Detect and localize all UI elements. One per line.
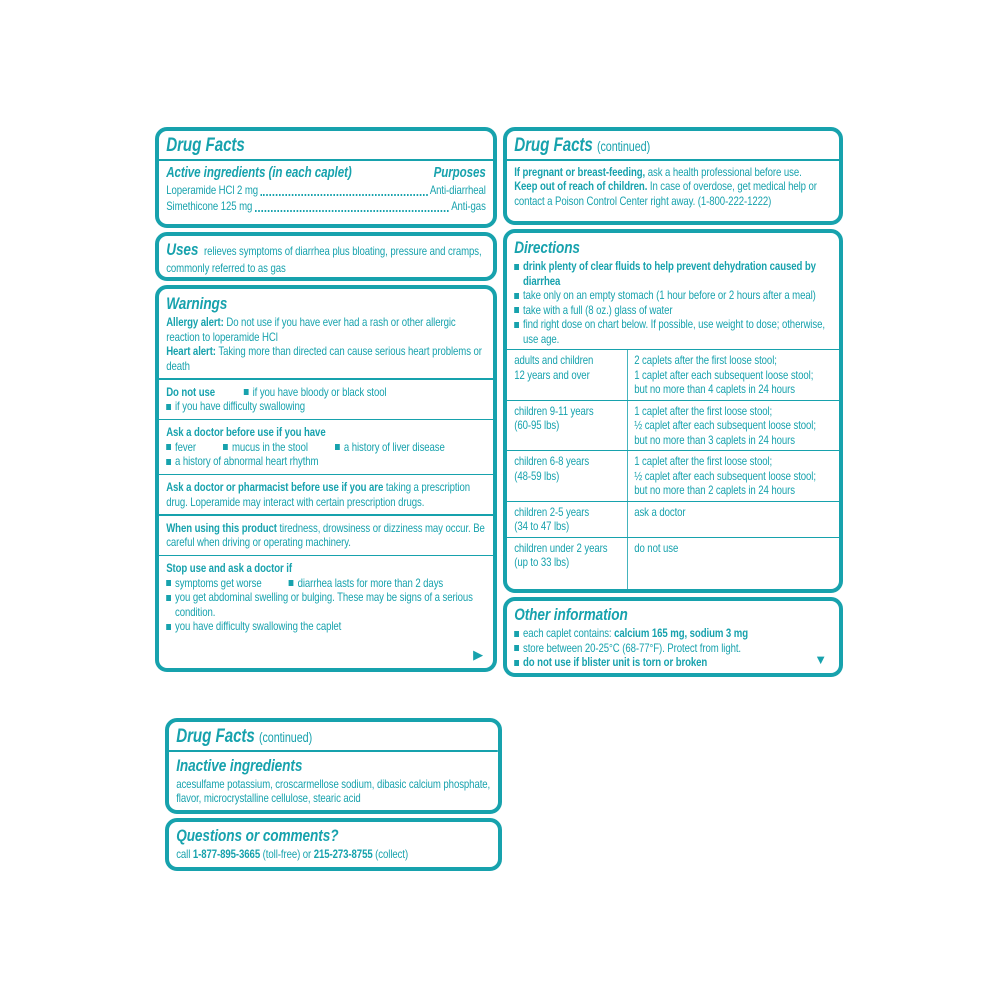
bullet-item [514,317,832,346]
ingredient-purpose: Anti-diarrheal [429,183,486,198]
bullet-text [523,626,832,641]
bullet-text: mucus in the stool [231,439,308,454]
ask-doctor-lead [166,425,486,440]
dose-cell [627,401,839,451]
uses-heading: Uses [166,240,199,259]
square-bullet-icon [166,459,171,465]
bullet-text: take with a full (8 oz.) glass of water [523,302,673,317]
square-bullet-icon [166,624,171,630]
stop-use-lead [166,561,486,576]
bullet-text: a history of abnormal heart rhythm [175,454,319,469]
bullet-item [166,619,486,634]
bullet-text: find right dose on chart below. If possible, use weight to dose; otherwise, use age. [523,317,825,346]
dose-line: but no more than 2 caplets in 24 hours [634,483,795,498]
ask-pharmacist-text: taking a prescription drug. Loperamide may interact with certain prescription drugs. [166,480,471,509]
heart-alert-text: Taking more than directed can cause serious heart problems or death [166,344,482,373]
table-row [507,537,839,589]
contains-text: each caplet contains: [523,626,612,641]
square-bullet-icon [223,444,228,450]
inactive-ingredients-content [169,722,498,810]
bullet-text: if you have difficulty swallowing [175,399,306,414]
uses-content [159,236,493,277]
bullet-text: you have difficulty swallowing the caplet [175,619,342,634]
bullet-text: diarrhea lasts for more than 2 days [297,575,444,590]
bullet-item [166,440,196,455]
other-information-heading: Other information [514,605,628,624]
pregnant-lead: If pregnant or breast-feeding, [514,164,646,179]
heart-alert-lead: Heart alert: [166,344,216,359]
questions-content [169,822,498,867]
bullet-item [166,576,261,591]
table-row [507,350,839,400]
square-bullet-icon [514,264,519,270]
age-line: adults and children [514,353,594,368]
ingredient-purpose: Anti-gas [451,199,486,214]
heart-alert [166,344,486,373]
section-divider [159,555,493,557]
bullet-text: if you have bloody or black stool [252,384,387,399]
purposes-heading: Purposes [433,164,486,181]
age-line: (60-95 lbs) [514,418,560,433]
keep-out-lead: Keep out of reach of children. [514,179,648,194]
uses-paragraph [166,240,486,275]
dose-line: but no more than 3 caplets in 24 hours [634,432,795,447]
continued-suffix: (continued) [258,730,313,745]
warnings-panel [155,285,497,672]
continue-down-arrow-icon: ▼ [814,652,827,667]
active-ingredients-panel [155,127,497,228]
tollfree-phone-number: 1-877-895-3665 [192,847,261,862]
age-line: children under 2 years [514,540,608,555]
when-using [166,521,486,550]
drug-facts-continued-title [514,136,832,156]
bullet-item [166,454,486,469]
when-using-text: tiredness, drowsiness or dizziness may occur. Be careful when driving or operating machinery. [166,520,485,550]
bullet-item [244,385,387,400]
square-bullet-icon [166,580,171,586]
dose-line: ask a doctor [634,504,686,519]
square-bullet-icon [289,580,294,586]
dose-line: but no more than 4 caplets in 24 hours [634,382,795,397]
bullet-text: fever [175,439,196,454]
square-bullet-icon [166,595,171,601]
drug-facts-title-text: Drug Facts [176,726,255,747]
bullet-text: symptoms get worse [175,575,262,590]
square-bullet-icon [244,389,249,395]
dosing-table [507,349,839,589]
bullet-item [166,399,486,414]
bullet-item [514,259,832,288]
section-divider [159,378,493,380]
square-bullet-icon [514,293,519,299]
questions-panel [165,818,502,871]
active-ingredients-heading: Active ingredients (in each caplet) [166,164,352,181]
bullet-item [514,641,832,656]
keep-out-text: In case of overdose, get medical help or contact a Poison Control Center right away. (1-800-222-1222) [514,179,817,208]
collect-label: (collect) [375,847,409,862]
title-divider [169,750,498,752]
warnings-content [159,289,493,668]
tollfree-label: (toll-free) or [262,847,312,862]
do-not-use-lead: Do not use [166,384,215,399]
dose-line: 1 caplet after the first loose stool; [634,454,773,469]
title-divider [507,159,839,161]
square-bullet-icon [335,444,340,450]
section-divider [159,419,493,421]
age-cell [507,538,627,589]
uses-panel [155,232,497,281]
bullet-item [514,626,832,641]
dose-line: ½ caplet after each subsequent loose stool; [634,418,816,433]
dose-cell [627,350,839,400]
inactive-ingredients-panel [165,718,502,814]
bullet-text: store between 20-25°C (68-77°F). Protect from light. [523,640,742,655]
blister-warning-text: do not use if blister unit is torn or broken [523,655,708,670]
uses-text: relieves symptoms of diarrhea plus bloating, pressure and cramps, commonly referred to as gas [166,244,482,275]
dose-cell [627,538,839,589]
age-cell [507,401,627,451]
age-line: 12 years and over [514,367,590,382]
bullet-text: take only on an empty stomach (1 hour before or 2 hours after a meal) [523,288,816,303]
questions-phone-line [176,847,491,862]
other-information-panel [503,597,843,677]
continued-header-panel [503,127,843,225]
age-line: children 6-8 years [514,454,590,469]
dose-line: 1 caplet after the first loose stool; [634,403,773,418]
ask-pharmacist-lead: Ask a doctor or pharmacist before use if you are [166,480,384,495]
bullet-item [335,440,445,455]
age-cell [507,502,627,537]
title-divider [159,159,493,161]
dose-line: ½ caplet after each subsequent loose stool; [634,468,816,483]
collect-phone-number: 215-273-8755 [313,847,373,862]
allergy-alert [166,315,486,344]
dose-line: 1 caplet after each subsequent loose stool; [634,367,814,382]
continued-header-content [507,131,839,221]
stop-use-lead-text: Stop use and ask a doctor if [166,561,292,576]
square-bullet-icon [514,631,519,637]
keep-out-of-reach [514,179,832,208]
section-divider [159,474,493,476]
age-line: children 9-11 years [514,403,594,418]
bullet-item [289,576,443,591]
dose-cell [627,502,839,537]
bullet-item [223,440,308,455]
square-bullet-icon [514,660,519,666]
inactive-ingredients-text: acesulfame potassium, croscarmellose sodium, dibasic calcium phosphate, flavor, microcrystalline cellulose, stearic acid [176,776,491,806]
directions-heading: Directions [514,238,580,257]
drug-facts-continued-title [176,727,491,747]
ingredient-row [166,183,486,199]
allergy-alert-lead: Allergy alert: [166,315,224,330]
questions-heading: Questions or comments? [176,826,339,845]
when-using-lead: When using this product [166,520,277,535]
ingredients-header-row [166,165,486,183]
square-bullet-icon [166,444,171,450]
directions-panel [503,229,843,593]
age-line: children 2-5 years [514,504,590,519]
ingredient-row [166,199,486,215]
dose-line: do not use [634,540,679,555]
bullet-text: you get abdominal swelling or bulging. These may be signs of a serious condition. [175,590,473,619]
square-bullet-icon [514,322,519,328]
other-information-content [507,601,839,673]
bullet-bold-text: drink plenty of clear fluids to help prevent dehydration caused by diarrhea [523,259,816,288]
bullet-text [523,259,832,288]
age-line: (34 to 47 lbs) [514,519,570,534]
ask-pharmacist [166,480,486,509]
inactive-ingredients-heading: Inactive ingredients [176,755,303,775]
dose-line: 2 caplets after the first loose stool; [634,353,777,368]
age-line: (48-59 lbs) [514,468,560,483]
bullet-text: a history of liver disease [343,439,445,454]
table-row [507,400,839,451]
active-ingredients-content [159,131,493,224]
table-row [507,450,839,501]
ask-doctor-lead-text: Ask a doctor before use if you have [166,425,326,440]
drug-facts-title-text: Drug Facts [514,135,593,156]
ingredient-name: Simethicone 125 mg [166,199,253,214]
drug-facts-title: Drug Facts [166,135,245,156]
bullet-row [166,576,486,591]
square-bullet-icon [514,645,519,651]
pregnant-warning [514,165,832,180]
pregnant-text: ask a health professional before use. [647,164,802,179]
section-divider [159,514,493,516]
dotted-leader [260,194,427,196]
bullet-item [166,590,486,619]
bullet-item [514,303,832,318]
table-row [507,501,839,537]
square-bullet-icon [514,307,519,313]
continue-right-arrow-icon: ▶ [473,647,483,662]
continued-suffix: (continued) [596,139,651,154]
age-line: (up to 33 lbs) [514,555,570,570]
bullet-row [166,440,486,455]
bullet-text [523,652,832,670]
contains-values: calcium 165 mg, sodium 3 mg [614,626,748,641]
bullet-item [514,652,832,670]
dose-cell [627,451,839,501]
warnings-heading: Warnings [166,294,228,313]
allergy-alert-text: Do not use if you have ever had a rash or other allergic reaction to loperamide HCl [166,315,456,344]
age-cell [507,451,627,501]
directions-content [507,233,839,589]
bullet-item [514,288,832,303]
call-prefix: call [176,847,191,862]
dotted-leader [255,210,449,212]
age-cell [507,350,627,400]
do-not-use-row [166,385,486,400]
square-bullet-icon [166,404,171,410]
ingredient-name: Loperamide HCl 2 mg [166,183,259,198]
